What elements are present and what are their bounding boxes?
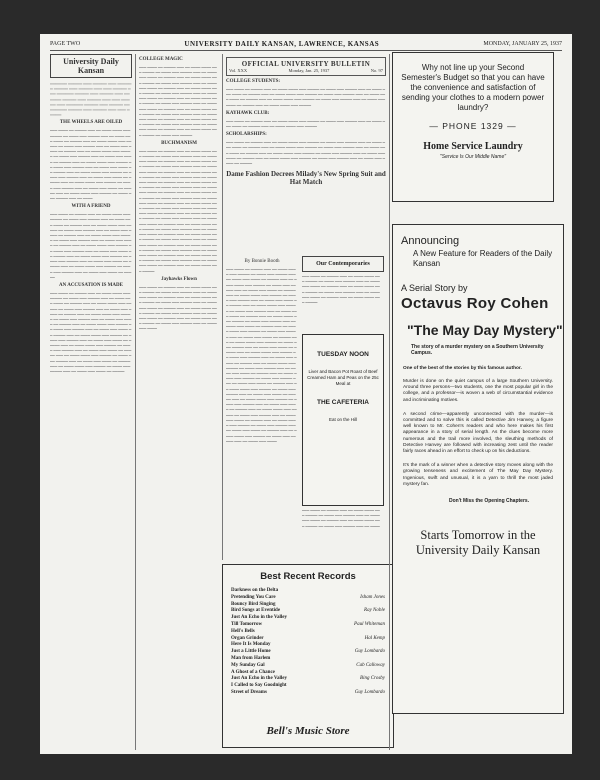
editorial-body-2: ━━━ ━━━━ ━━ ━━━━━ ━━━ ━━ ━━━━ ━━━━ ━━━ ━━━━━ ━━ ━━━━ ━━━ ━━━━━ ━━━ ━━ ━━━━ ━━━ ━━━━ ━━ ━━━━━ ━━━ ━━ ━━━━ ━━━━ ━━━ ━━━━━ ━━ ━━━━ ━━━ ━━━━━ ━━━ ━━ ━━━━ ━━━ ━━━━ ━━ ━━━━━ ━━━ ━━ ━━━━ ━━━━ ━━━ ━━━━━ ━━ ━━━━ ━━━ ━━━━━ ━━━ ━━ ━━━━ ━━━ ━━━━ ━━ ━━━━━ ━━━ ━━ ━━━━ ━━━━ ━━━ ━━━━━ ━━ ━━━━ ━━━ ━━━━━ ━━━ ━━ ━━━━ ━━━ ━━━━ ━━ ━━━━━ ━━━ ━━ ━━━━ ━━━━ ━━━ ━━━━━ ━━ ━━━━ ━━━ ━━━━━ ━━━ ━━ ━━━━ ━━━ ━━━━ ━━ ━━━━━ ━━━ ━━ ━━━━ ━━━━ ━━━ ━━━━━ ━━ ━━━━ ━━━ ━━━━━ ━━━ ━━ ━━━━ ━━━ ━━━━ ━━ ━━━━━: [50, 212, 132, 280]
issue-date: MONDAY, JANUARY 25, 1937: [483, 41, 562, 47]
fashion-body: ━━━ ━━━━ ━━ ━━━━━ ━━━ ━━ ━━━━ ━━━━ ━━━ ━━━━━ ━━ ━━━━ ━━━ ━━━━━ ━━━ ━━ ━━━━ ━━━ ━━━━ ━━ ━━━━━ ━━━ ━━ ━━━━ ━━━━ ━━━ ━━━━━ ━━ ━━━━ ━━━ ━━━━━ ━━━ ━━ ━━━━ ━━━ ━━━━ ━━ ━━━━━ ━━━ ━━ ━━━━ ━━━━ ━━━ ━━━━━ ━━ ━━━━ ━━━ ━━━━━ ━━━ ━━ ━━━━ ━━━ ━━━━ ━━ ━━━━━ ━━━ ━━ ━━━━ ━━━━ ━━━ ━━━━━ ━━ ━━━━ ━━━ ━━━━━ ━━━ ━━ ━━━━ ━━━ ━━━━ ━━ ━━━━━ ━━━ ━━ ━━━━ ━━━━ ━━━ ━━━━━ ━━ ━━━━ ━━━ ━━━━━ ━━━ ━━ ━━━━ ━━━ ━━━━ ━━ ━━━━━ ━━━ ━━ ━━━━ ━━━━ ━━━ ━━━━━ ━━ ━━━━ ━━━ ━━━━━ ━━━ ━━ ━━━━ ━━━ ━━━━ ━━ ━━━━━ ━━━ ━━ ━━━━ ━━━━ ━━━ ━━━━━ ━━ ━━━━ ━━━ ━━━━━ ━━━ ━━ ━━━━ ━━━ ━━━━ ━━ ━━━━━ ━━━ ━━ ━━━━ ━━━━ ━━━ ━━━━━ ━━ ━━━━ ━━━ ━━━━━ ━━━ ━━ ━━━━ ━━━ ━━━━ ━━ ━━━━━ ━━━ ━━ ━━━━ ━━━━ ━━━ ━━━━━ ━━ ━━━━ ━━━ ━━━━━ ━━━ ━━ ━━━━ ━━━ ━━━━ ━━ ━━━━━ ━━━ ━━ ━━━━ ━━━━ ━━━ ━━━━━ ━━ ━━━━ ━━━ ━━━━━ ━━━ ━━ ━━━━ ━━━ ━━━━ ━━ ━━━━━ ━━━ ━━ ━━━━ ━━━━ ━━━ ━━━━━ ━━ ━━━━ ━━━ ━━━━━ ━━━ ━━ ━━━━ ━━━ ━━━━ ━━ ━━━━━ ━━━ ━━ ━━━━ ━━━━ ━━━ ━━━━━ ━━ ━━━━ ━━━ ━━━━━ ━━━ ━━ ━━━━ ━━━ ━━━━ ━━ ━━━━━ ━━━ ━━ ━━━━ ━━━━ ━━━ ━━━━━ ━━ ━━━━ ━━━ ━━━━━ ━━━ ━━ ━━━━ ━━━ ━━━━ ━━ ━━━━━ ━━━ ━━ ━━━━ ━━━━ ━━━ ━━━━━ ━━ ━━━━ ━━━ ━━━━━ ━━━ ━━ ━━━━ ━━━ ━━━━ ━━ ━━━━━ ━━━ ━━ ━━━━ ━━━━ ━━━ ━━━━━ ━━ ━━━━ ━━━ ━━━━━ ━━━ ━━ ━━━━ ━━━ ━━━━: [226, 267, 297, 444]
record-artist: Cab Calloway: [356, 662, 385, 668]
column-four-bottom: [302, 508, 382, 560]
serial-story-ad: [392, 224, 564, 714]
record-row: [223, 663, 393, 670]
jayhawks-body: ━━━ ━━━━ ━━ ━━━━━ ━━━ ━━ ━━━━ ━━━━ ━━━ ━━━━━ ━━ ━━━━ ━━━ ━━━━━ ━━━ ━━ ━━━━ ━━━ ━━━━ ━━ ━━━━━ ━━━ ━━ ━━━━ ━━━━ ━━━ ━━━━━ ━━ ━━━━ ━━━ ━━━━━ ━━━ ━━ ━━━━ ━━━ ━━━━ ━━ ━━━━━ ━━━ ━━ ━━━━ ━━━━ ━━━ ━━━━━ ━━ ━━━━ ━━━ ━━━━━ ━━━ ━━ ━━━━ ━━━ ━━━━ ━━ ━━━━━ ━━━ ━━ ━━━━ ━━━━ ━━━ ━━━━━ ━━ ━━━━ ━━━ ━━━━━ ━━━ ━━ ━━━━ ━━━ ━━━━: [139, 284, 217, 332]
editorial-body-1: ━━━ ━━━━ ━━ ━━━━━ ━━━ ━━ ━━━━ ━━━━ ━━━ ━━━━━ ━━ ━━━━ ━━━ ━━━━━ ━━━ ━━ ━━━━ ━━━ ━━━━ ━━ ━━━━━ ━━━ ━━ ━━━━ ━━━━ ━━━ ━━━━━ ━━ ━━━━ ━━━ ━━━━━ ━━━ ━━ ━━━━ ━━━ ━━━━ ━━ ━━━━━ ━━━ ━━ ━━━━ ━━━━ ━━━ ━━━━━ ━━ ━━━━ ━━━ ━━━━━ ━━━ ━━ ━━━━ ━━━ ━━━━ ━━ ━━━━━ ━━━ ━━ ━━━━ ━━━━ ━━━ ━━━━━ ━━ ━━━━ ━━━ ━━━━━ ━━━ ━━ ━━━━ ━━━ ━━━━ ━━ ━━━━━ ━━━ ━━ ━━━━ ━━━━ ━━━ ━━━━━ ━━ ━━━━ ━━━ ━━━━━ ━━━ ━━ ━━━━ ━━━ ━━━━ ━━ ━━━━━ ━━━ ━━ ━━━━ ━━━━ ━━━ ━━━━━ ━━ ━━━━ ━━━ ━━━━━ ━━━ ━━ ━━━━ ━━━ ━━━━ ━━ ━━━━━ ━━━ ━━ ━━━━ ━━━━ ━━━ ━━━━━ ━━ ━━━━ ━━━ ━━━━━ ━━━ ━━ ━━━━: [50, 128, 132, 202]
record-song: Just a Little Home: [231, 649, 271, 655]
newspaper-page: [40, 34, 572, 754]
buchmanism-body: ━━━ ━━━━ ━━ ━━━━━ ━━━ ━━ ━━━━ ━━━━ ━━━ ━━━━━ ━━ ━━━━ ━━━ ━━━━━ ━━━ ━━ ━━━━ ━━━ ━━━━ ━━ ━━━━━ ━━━ ━━ ━━━━ ━━━━ ━━━ ━━━━━ ━━ ━━━━ ━━━ ━━━━━ ━━━ ━━ ━━━━ ━━━ ━━━━ ━━ ━━━━━ ━━━ ━━ ━━━━ ━━━━ ━━━ ━━━━━ ━━ ━━━━ ━━━ ━━━━━ ━━━ ━━ ━━━━ ━━━ ━━━━ ━━ ━━━━━ ━━━ ━━ ━━━━ ━━━━ ━━━ ━━━━━ ━━ ━━━━ ━━━ ━━━━━ ━━━ ━━ ━━━━ ━━━ ━━━━ ━━ ━━━━━ ━━━ ━━ ━━━━ ━━━━ ━━━ ━━━━━ ━━ ━━━━ ━━━ ━━━━━ ━━━ ━━ ━━━━ ━━━ ━━━━ ━━ ━━━━━ ━━━ ━━ ━━━━ ━━━━ ━━━ ━━━━━ ━━ ━━━━ ━━━ ━━━━━ ━━━ ━━ ━━━━ ━━━ ━━━━ ━━ ━━━━━ ━━━ ━━ ━━━━ ━━━━ ━━━ ━━━━━ ━━ ━━━━ ━━━ ━━━━━ ━━━ ━━ ━━━━ ━━━ ━━━━ ━━ ━━━━━ ━━━ ━━ ━━━━ ━━━━ ━━━ ━━━━━ ━━ ━━━━ ━━━ ━━━━━ ━━━ ━━ ━━━━ ━━━ ━━━━ ━━ ━━━━━ ━━━ ━━ ━━━━ ━━━━ ━━━ ━━━━━ ━━ ━━━━ ━━━ ━━━━━ ━━━ ━━ ━━━━ ━━━ ━━━━ ━━ ━━━━━ ━━━ ━━ ━━━━ ━━━━ ━━━ ━━━━━ ━━ ━━━━ ━━━ ━━━━━ ━━━ ━━ ━━━━ ━━━ ━━━━ ━━ ━━━━━ ━━━ ━━ ━━━━ ━━━━ ━━━ ━━━━━ ━━ ━━━━ ━━━ ━━━━━ ━━━ ━━ ━━━━ ━━━ ━━━━ ━━ ━━━━━ ━━━ ━━ ━━━━ ━━━━ ━━━ ━━━━━: [139, 148, 217, 274]
record-row: [223, 642, 393, 649]
record-artist: Paul Whiteman: [354, 621, 385, 627]
record-row: [223, 670, 393, 677]
record-song: My Sunday Gal: [231, 662, 265, 668]
laundry-phone: — PHONE 1329 —: [429, 121, 517, 131]
record-song: Just An Echo in the Valley: [231, 615, 287, 621]
record-row: [223, 649, 393, 656]
masthead: [50, 54, 132, 78]
record-artist: Bing Crosby: [360, 676, 385, 682]
bells-music-logo: Bell's Music Store: [266, 725, 350, 737]
record-row: [223, 595, 393, 602]
laundry-question: Why not line up your Second Semester's Budget so that you can have the convenience and satisfaction of sending your clothes to a modern power laundry?: [401, 63, 545, 112]
laundry-name: Home Service Laundry: [423, 141, 523, 152]
bulletin-area: [226, 54, 386, 254]
record-artist: Isham Jones: [360, 594, 385, 600]
record-song: I Called to Say Goodnight: [231, 683, 287, 689]
record-artist: Guy Lombardo: [354, 649, 385, 655]
story-paragraph-1: Murder is done on the quiet campus of a large Southern University. Around three persons—two students, one the most popular girl in the college, and a professor—is woven a web of circumstantial evidence and incriminating motives.: [403, 379, 553, 403]
editorial-heading-1: THE WHEELS ARE OILED: [59, 120, 123, 126]
jayhawks-heading: Jayhawks Flown: [161, 276, 197, 282]
bulletin-no: No. 97: [370, 68, 383, 73]
contemporaries-body: [302, 274, 382, 330]
story-paragraph-3: It's the mark of a winner when a detective story moves along with the growing tenseness and excitement of The May Day Mystery. Ingenious, swift and unusual, it is a yarn to thrill the most jaded mystery fan.: [403, 463, 553, 487]
bulletin-vol: Vol. XXX: [229, 68, 248, 73]
masthead-name: University Daily Kansan: [63, 57, 119, 75]
laundry-slogan: "Service Is Our Middle Name": [439, 154, 507, 160]
record-song: Pretending You Care: [231, 594, 276, 600]
cafeteria-slogan: Eat on the Hill: [328, 417, 357, 422]
editorial-heading-3: AN ACCUSATION IS MADE: [59, 282, 123, 288]
record-song: Organ Grinder: [231, 635, 264, 641]
laundry-ad: [392, 52, 554, 202]
story-paragraph-2: A second crime—apparently unconnected with the murder—is committed and to solve this is called Detective Jim Hanvey, a figure well known to Mr. Cohen's readers and who here makes his first appearance in a story of serial length. As the clues become more numerous and the trail more involved, the sleuthing methods of Detective Hanvey are followed with increasing zest until the reader fairly races ahead in an effort to check up on his deductions.: [403, 411, 553, 455]
column-rule: [222, 54, 223, 560]
bulletin-heading-kayhawk: KAYHAWK CLUB:: [226, 110, 270, 116]
college-magic-heading: COLLEGE MAGIC: [139, 57, 183, 62]
bulletin-body-1: ━━━ ━━━━ ━━ ━━━━━ ━━━ ━━ ━━━━ ━━━━ ━━━ ━━━━━ ━━ ━━━━ ━━━ ━━━━━ ━━━ ━━ ━━━━ ━━━ ━━━━ ━━ ━━━━━ ━━━ ━━ ━━━━ ━━━━ ━━━ ━━━━━ ━━ ━━━━ ━━━ ━━━━━ ━━━ ━━ ━━━━ ━━━ ━━━━ ━━ ━━━━━ ━━━ ━━ ━━━━ ━━━━ ━━━ ━━━━━ ━━ ━━━━ ━━━ ━━━━━ ━━━ ━━ ━━━━ ━━━ ━━━━ ━━ ━━━━━ ━━━ ━━ ━━━━ ━━━━ ━━━ ━━━━━: [226, 87, 386, 108]
buchmanism-heading: BUCHMANISM: [161, 140, 197, 146]
serial-story-label: A Serial Story by: [401, 283, 468, 293]
bulletin-body-3: ━━━ ━━━━ ━━ ━━━━━ ━━━ ━━ ━━━━ ━━━━ ━━━ ━━━━━ ━━ ━━━━ ━━━ ━━━━━ ━━━ ━━ ━━━━ ━━━ ━━━━ ━━ ━━━━━ ━━━ ━━ ━━━━ ━━━━ ━━━ ━━━━━ ━━ ━━━━ ━━━ ━━━━━ ━━━ ━━ ━━━━ ━━━ ━━━━ ━━ ━━━━━ ━━━ ━━ ━━━━ ━━━━ ━━━ ━━━━━ ━━ ━━━━ ━━━ ━━━━━ ━━━ ━━ ━━━━ ━━━ ━━━━ ━━ ━━━━━ ━━━ ━━ ━━━━ ━━━━ ━━━ ━━━━━ ━━ ━━━━ ━━━ ━━━━━ ━━━ ━━ ━━━━ ━━━ ━━━━ ━━ ━━━━━: [226, 140, 386, 167]
cafeteria-day: TUESDAY NOON: [317, 351, 369, 358]
page-number: PAGE TWO: [50, 41, 81, 47]
editorial-heading-2: WITH A FRIEND: [71, 204, 111, 210]
story-subtitle: The story of a murder mystery on a Southern University Campus.: [411, 344, 544, 356]
record-song: Bird Songs at Eventide: [231, 608, 281, 614]
staff-box: ══════ ═════ ═══ ═════ ═══ ══════ ═════ ═══ ═════ ═══ ═══ ═════ ═══ ══════ ═════ ═══ ═════ ═══ ══════ ═════ ═══ ═════ ═══ ═══ ═════ ═══ ══════ ═════ ═══ ═════ ══ ══════ ═════ ═══ ═════ ═══ ═══ ═════: [50, 81, 132, 118]
bells-music-ad: [222, 564, 394, 748]
column-four-text: ━━━ ━━━━ ━━ ━━━━━ ━━━ ━━ ━━━━ ━━━━ ━━━ ━━━━━ ━━ ━━━━ ━━━ ━━━━━ ━━━ ━━ ━━━━ ━━━ ━━━━ ━━ ━━━━━ ━━━ ━━ ━━━━ ━━━━ ━━━ ━━━━━ ━━ ━━━━ ━━━ ━━━━━ ━━━ ━━ ━━━━: [302, 508, 380, 529]
record-song: Till Tomorrow: [231, 621, 263, 627]
record-song: Bouncy Bird Singing: [231, 601, 276, 607]
paper-title: UNIVERSITY DAILY KANSAN, LAWRENCE, KANSAS: [184, 40, 380, 48]
fashion-byline: By Bonnie Booth: [244, 259, 280, 264]
author-name: Octavus Roy Cohen: [401, 295, 549, 312]
record-row: [223, 608, 393, 615]
record-song: Here It Is Monday: [231, 642, 271, 648]
editorial-column: [50, 54, 132, 750]
record-row: [223, 690, 393, 697]
cafeteria-menu: Liver and Bacon Pot Roast of Beef Creamed Ham and Peas on the 25c Meal at: [307, 369, 379, 386]
column-two: [139, 54, 219, 750]
column-rule: [135, 54, 136, 750]
record-row: [223, 615, 393, 622]
page-header: [50, 38, 562, 51]
cafeteria-ad: [302, 334, 384, 506]
contemporaries-heading: Our Contemporaries: [302, 256, 384, 272]
record-row: [223, 588, 393, 595]
editorial-body-3: ━━━ ━━━━ ━━ ━━━━━ ━━━ ━━ ━━━━ ━━━━ ━━━ ━━━━━ ━━ ━━━━ ━━━ ━━━━━ ━━━ ━━ ━━━━ ━━━ ━━━━ ━━ ━━━━━ ━━━ ━━ ━━━━ ━━━━ ━━━ ━━━━━ ━━ ━━━━ ━━━ ━━━━━ ━━━ ━━ ━━━━ ━━━ ━━━━ ━━ ━━━━━ ━━━ ━━ ━━━━ ━━━━ ━━━ ━━━━━ ━━ ━━━━ ━━━ ━━━━━ ━━━ ━━ ━━━━ ━━━ ━━━━ ━━ ━━━━━ ━━━ ━━ ━━━━ ━━━━ ━━━ ━━━━━ ━━ ━━━━ ━━━ ━━━━━ ━━━ ━━ ━━━━ ━━━ ━━━━ ━━ ━━━━━ ━━━ ━━ ━━━━ ━━━━ ━━━ ━━━━━ ━━ ━━━━ ━━━ ━━━━━ ━━━ ━━ ━━━━ ━━━ ━━━━ ━━ ━━━━━ ━━━ ━━ ━━━━ ━━━━ ━━━ ━━━━━ ━━ ━━━━ ━━━ ━━━━━ ━━━ ━━ ━━━━ ━━━ ━━━━ ━━ ━━━━━ ━━━ ━━ ━━━━ ━━━━ ━━━ ━━━━━ ━━ ━━━━ ━━━ ━━━━━ ━━━ ━━ ━━━━ ━━━ ━━━━ ━━ ━━━━━ ━━━ ━━ ━━━━ ━━━━ ━━━ ━━━━━ ━━ ━━━━ ━━━ ━━━━━ ━━━ ━━ ━━━━ ━━━ ━━━━ ━━ ━━━━━: [50, 290, 132, 374]
fashion-article: [226, 256, 298, 558]
bulletin-heading-scholarships: SCHOLARSHIPS:: [226, 132, 267, 138]
record-row: [223, 622, 393, 629]
record-song: Darkness on the Delta: [231, 588, 279, 593]
record-artist: Ray Noble: [364, 608, 385, 614]
official-bulletin: [226, 57, 386, 76]
one-of-best: One of the best of the stories by this famous author.: [403, 366, 522, 371]
contemporaries-text: ━━━ ━━━━ ━━ ━━━━━ ━━━ ━━ ━━━━ ━━━━ ━━━ ━━━━━ ━━ ━━━━ ━━━ ━━━━━ ━━━ ━━ ━━━━ ━━━ ━━━━ ━━ ━━━━━ ━━━ ━━ ━━━━ ━━━━ ━━━ ━━━━━ ━━ ━━━━ ━━━ ━━━━━ ━━━ ━━ ━━━━ ━━━ ━━━━ ━━ ━━━━━ ━━━ ━━ ━━━━ ━━━━ ━━━ ━━━━━: [302, 274, 380, 306]
bulletin-body-2: ━━━ ━━━━ ━━ ━━━━━ ━━━ ━━ ━━━━ ━━━━ ━━━ ━━━━━ ━━ ━━━━ ━━━ ━━━━━ ━━━ ━━ ━━━━ ━━━ ━━━━ ━━ ━━━━━ ━━━ ━━ ━━━━ ━━━━ ━━━ ━━━━━: [226, 118, 386, 130]
record-row: [223, 683, 393, 690]
record-row: [223, 629, 393, 636]
best-records-title: Best Recent Records: [260, 571, 356, 582]
record-row: [223, 676, 393, 683]
fashion-headline: Dame Fashion Decrees Milady's New Spring Suit and Hat Match: [226, 170, 386, 187]
records-list: [223, 588, 393, 697]
college-magic-body: ━━━ ━━━━ ━━ ━━━━━ ━━━ ━━ ━━━━ ━━━━ ━━━ ━━━━━ ━━ ━━━━ ━━━ ━━━━━ ━━━ ━━ ━━━━ ━━━ ━━━━ ━━ ━━━━━ ━━━ ━━ ━━━━ ━━━━ ━━━ ━━━━━ ━━ ━━━━ ━━━ ━━━━━ ━━━ ━━ ━━━━ ━━━ ━━━━ ━━ ━━━━━ ━━━ ━━ ━━━━ ━━━━ ━━━ ━━━━━ ━━ ━━━━ ━━━ ━━━━━ ━━━ ━━ ━━━━ ━━━ ━━━━ ━━ ━━━━━ ━━━ ━━ ━━━━ ━━━━ ━━━ ━━━━━ ━━ ━━━━ ━━━ ━━━━━ ━━━ ━━ ━━━━ ━━━ ━━━━ ━━ ━━━━━ ━━━ ━━ ━━━━ ━━━━ ━━━ ━━━━━ ━━ ━━━━ ━━━ ━━━━━ ━━━ ━━ ━━━━ ━━━ ━━━━ ━━ ━━━━━ ━━━ ━━ ━━━━ ━━━━ ━━━ ━━━━━ ━━ ━━━━ ━━━ ━━━━━ ━━━ ━━ ━━━━ ━━━ ━━━━ ━━ ━━━━━ ━━━ ━━ ━━━━ ━━━━ ━━━ ━━━━━ ━━ ━━━━ ━━━ ━━━━━: [139, 65, 217, 138]
story-title: "The May Day Mystery": [407, 322, 563, 338]
column-rule: [389, 54, 390, 750]
bulletin-meta: [229, 68, 383, 73]
bulletin-heading-students: COLLEGE STUDENTS:: [226, 79, 281, 84]
record-artist: Guy Lombardo: [354, 689, 385, 695]
record-row: [223, 602, 393, 609]
announcing-text: Announcing: [401, 235, 460, 247]
record-song: Man from Harlem: [231, 655, 271, 661]
bulletin-title: OFFICIAL UNIVERSITY BULLETIN: [241, 60, 371, 68]
bulletin-date: Monday, Jan. 25, 1937: [288, 68, 330, 73]
new-feature-text: A New Feature for Readers of the Daily Kansan: [413, 249, 553, 268]
record-row: [223, 656, 393, 663]
record-artist: Hal Kemp: [364, 635, 385, 641]
record-song: Street of Dreams: [231, 689, 267, 695]
record-song: Hell's Bells: [231, 628, 255, 634]
dont-miss-text: Don't Miss the Opening Chapters.: [449, 498, 530, 505]
record-row: [223, 636, 393, 643]
starts-tomorrow: Starts Tomorrow in the University Daily Kansan: [415, 528, 541, 558]
record-song: A Ghost of a Chance: [231, 669, 275, 675]
cafeteria-name: THE CAFETERIA: [317, 399, 369, 406]
record-song: Just An Echo in the Valley: [231, 676, 287, 682]
